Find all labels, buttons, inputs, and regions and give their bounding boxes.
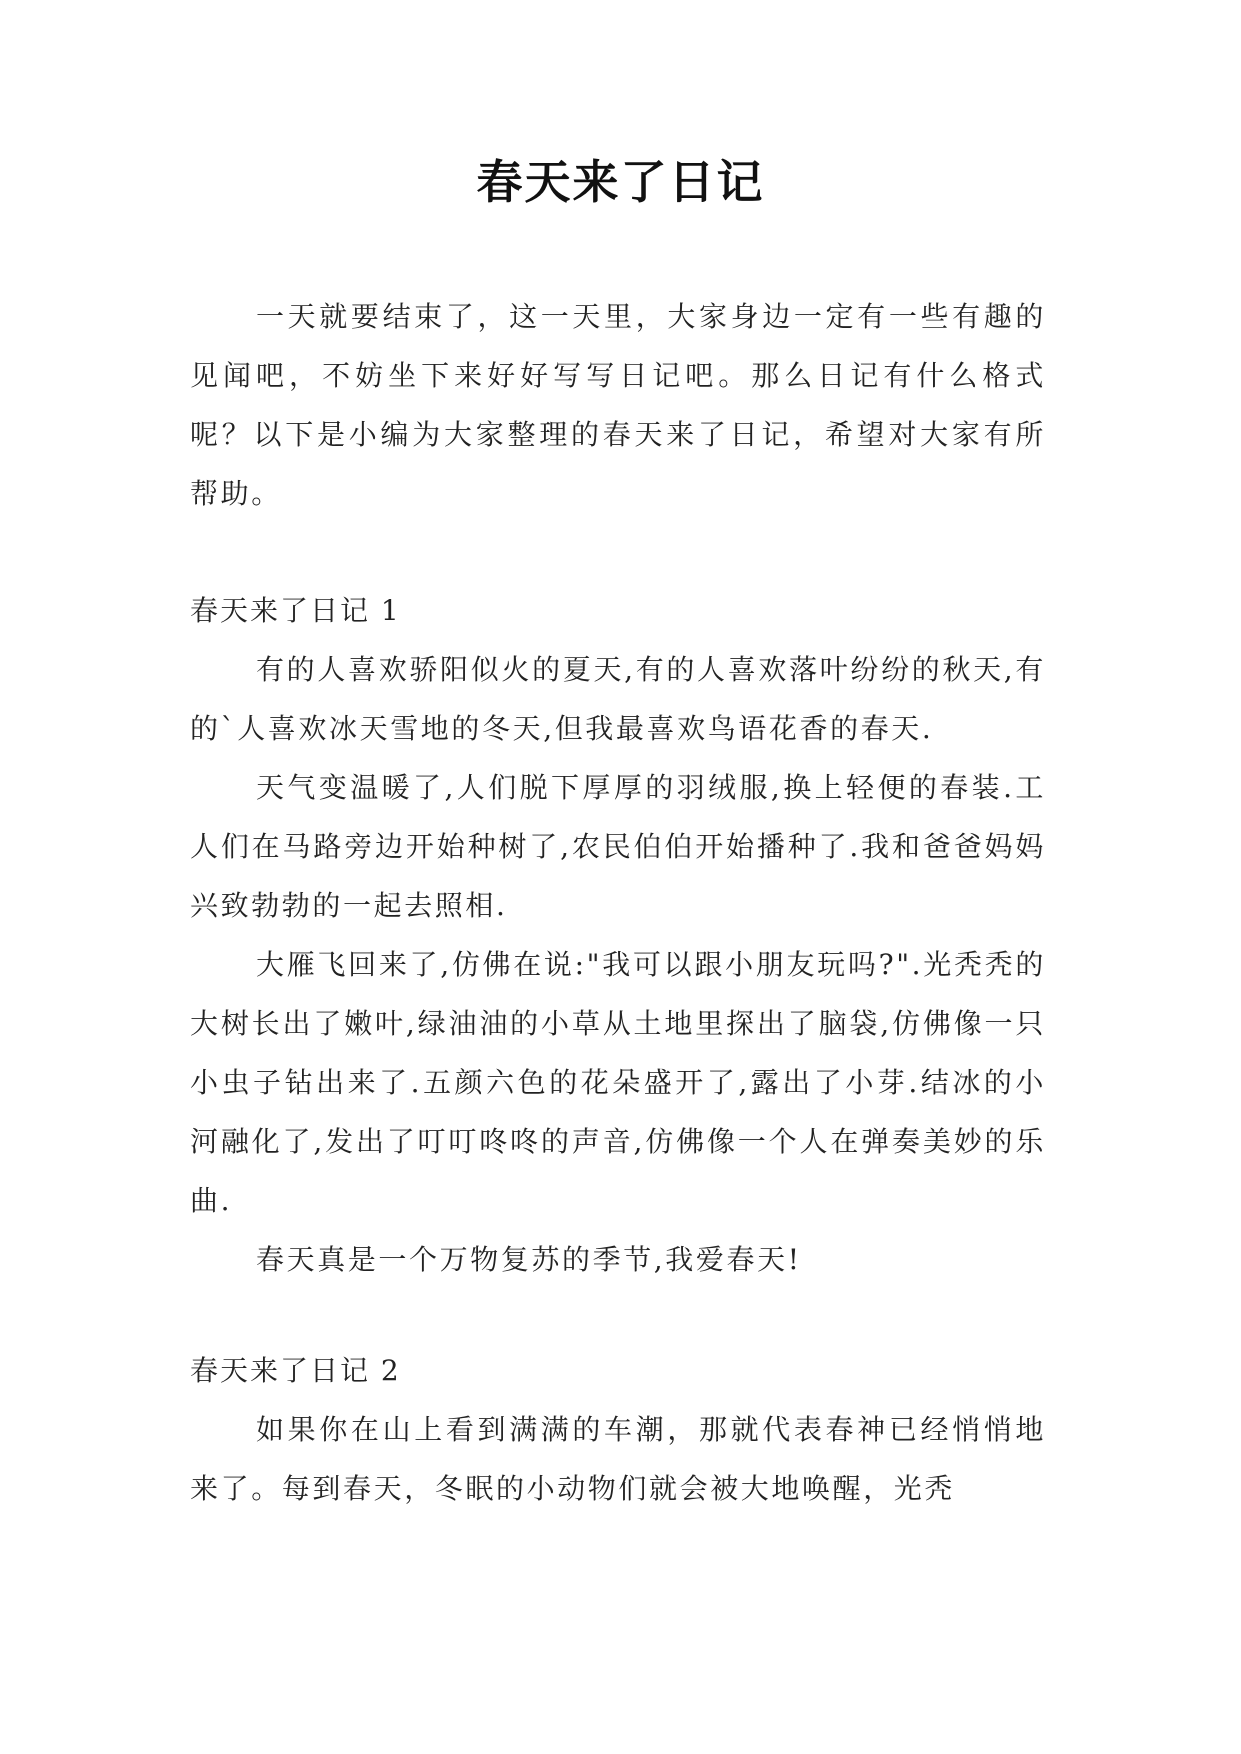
document-title: 春天来了日记	[476, 155, 765, 209]
section-paragraph: 有的人喜欢骄阳似火的夏天,有的人喜欢落叶纷纷的秋天,有的`人喜欢冰天雪地的冬天,但我最喜欢鸟语花香的春天.	[190, 653, 1046, 745]
diary-section-1	[190, 581, 1046, 1289]
intro-paragraph: 一天就要结束了，这一天里，大家身边一定有一些有趣的见闻吧，不妨坐下来好好写写日记吧。那么日记有什么格式呢？以下是小编为大家整理的春天来了日记，希望对大家有所帮助。	[190, 300, 1046, 510]
section-paragraph: 大雁飞回来了,仿佛在说:"我可以跟小朋友玩吗?".光秃秃的大树长出了嫩叶,绿油油的小草从土地里探出了脑袋,仿佛像一只小虫子钻出来了.五颜六色的花朵盛开了,露出了小芽.结冰的小河融化了,发出了叮叮咚咚的声音,仿佛像一个人在弹奏美妙的乐曲.	[190, 948, 1046, 1217]
section-paragraph: 如果你在山上看到满满的车潮，那就代表春神已经悄悄地来了。每到春天，冬眠的小动物们就会被大地唤醒，光秃	[190, 1413, 1046, 1505]
section-paragraph: 春天真是一个万物复苏的季节,我爱春天!	[256, 1243, 802, 1276]
section-paragraph: 天气变温暖了,人们脱下厚厚的羽绒服,换上轻便的春装.工人们在马路旁边开始种树了,农民伯伯开始播种了.我和爸爸妈妈兴致勃勃的一起去照相.	[190, 771, 1046, 922]
spacer	[190, 523, 1046, 581]
spacer	[190, 1289, 1046, 1341]
section-heading: 春天来了日记 2	[190, 1354, 401, 1387]
section-heading: 春天来了日记 1	[190, 594, 401, 627]
diary-section-2	[190, 1341, 1046, 1518]
document-body	[190, 287, 1046, 1518]
